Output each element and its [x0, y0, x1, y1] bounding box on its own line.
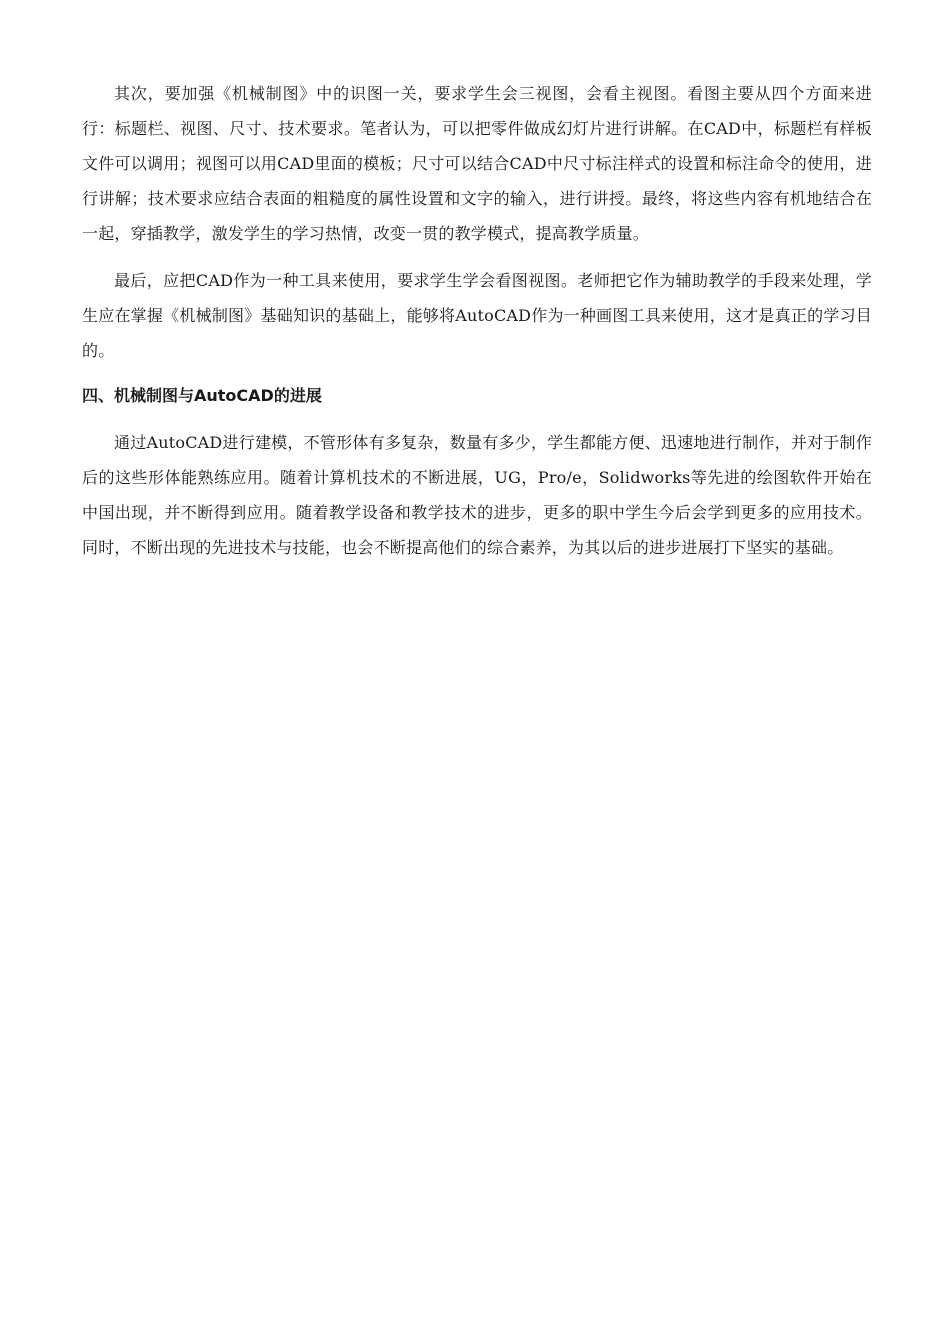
- paragraph-development: 通过AutoCAD进行建模，不管形体有多复杂，数量有多少，学生都能方便、迅速地进行制作，并对于制作后的这些形体能熟练应用。随着计算机技术的不断进展，UG，Pro/e，Solidworks等先进的绘图软件开始在中国出现，并不断得到应用。随着教学设备和教学技术的进步，更多的职中学生今后会学到更多的应用技术。同时，不断出现的先进技术与技能，也会不断提高他们的综合素养，为其以后的进步进展打下坚实的基础。: [82, 433, 872, 557]
- paragraph-recognition: 其次，要加强《机械制图》中的识图一关，要求学生会三视图，会看主视图。看图主要从四个方面来进行：标题栏、视图、尺寸、技术要求。笔者认为，可以把零件做成幻灯片进行讲解。在CAD中，标题栏有样板文件可以调用；视图可以用CAD里面的模板；尺寸可以结合CAD中尺寸标注样式的设置和标注命令的使用，进行讲解；技术要求应结合表面的粗糙度的属性设置和文字的输入，进行讲授。最终，将这些内容有机地结合在一起，穿插教学，激发学生的学习热情，改变一贯的教学模式，提高教学质量。: [82, 84, 872, 243]
- document-page: [82, 76, 872, 565]
- paragraph-cad-tool: 最后，应把CAD作为一种工具来使用，要求学生学会看图视图。老师把它作为辅助教学的手段来处理，学生应在掌握《机械制图》基础知识的基础上，能够将AutoCAD作为一种画图工具来使用，这才是真正的学习目的。: [82, 271, 872, 360]
- section-heading: 四、机械制图与AutoCAD的进展: [82, 386, 322, 405]
